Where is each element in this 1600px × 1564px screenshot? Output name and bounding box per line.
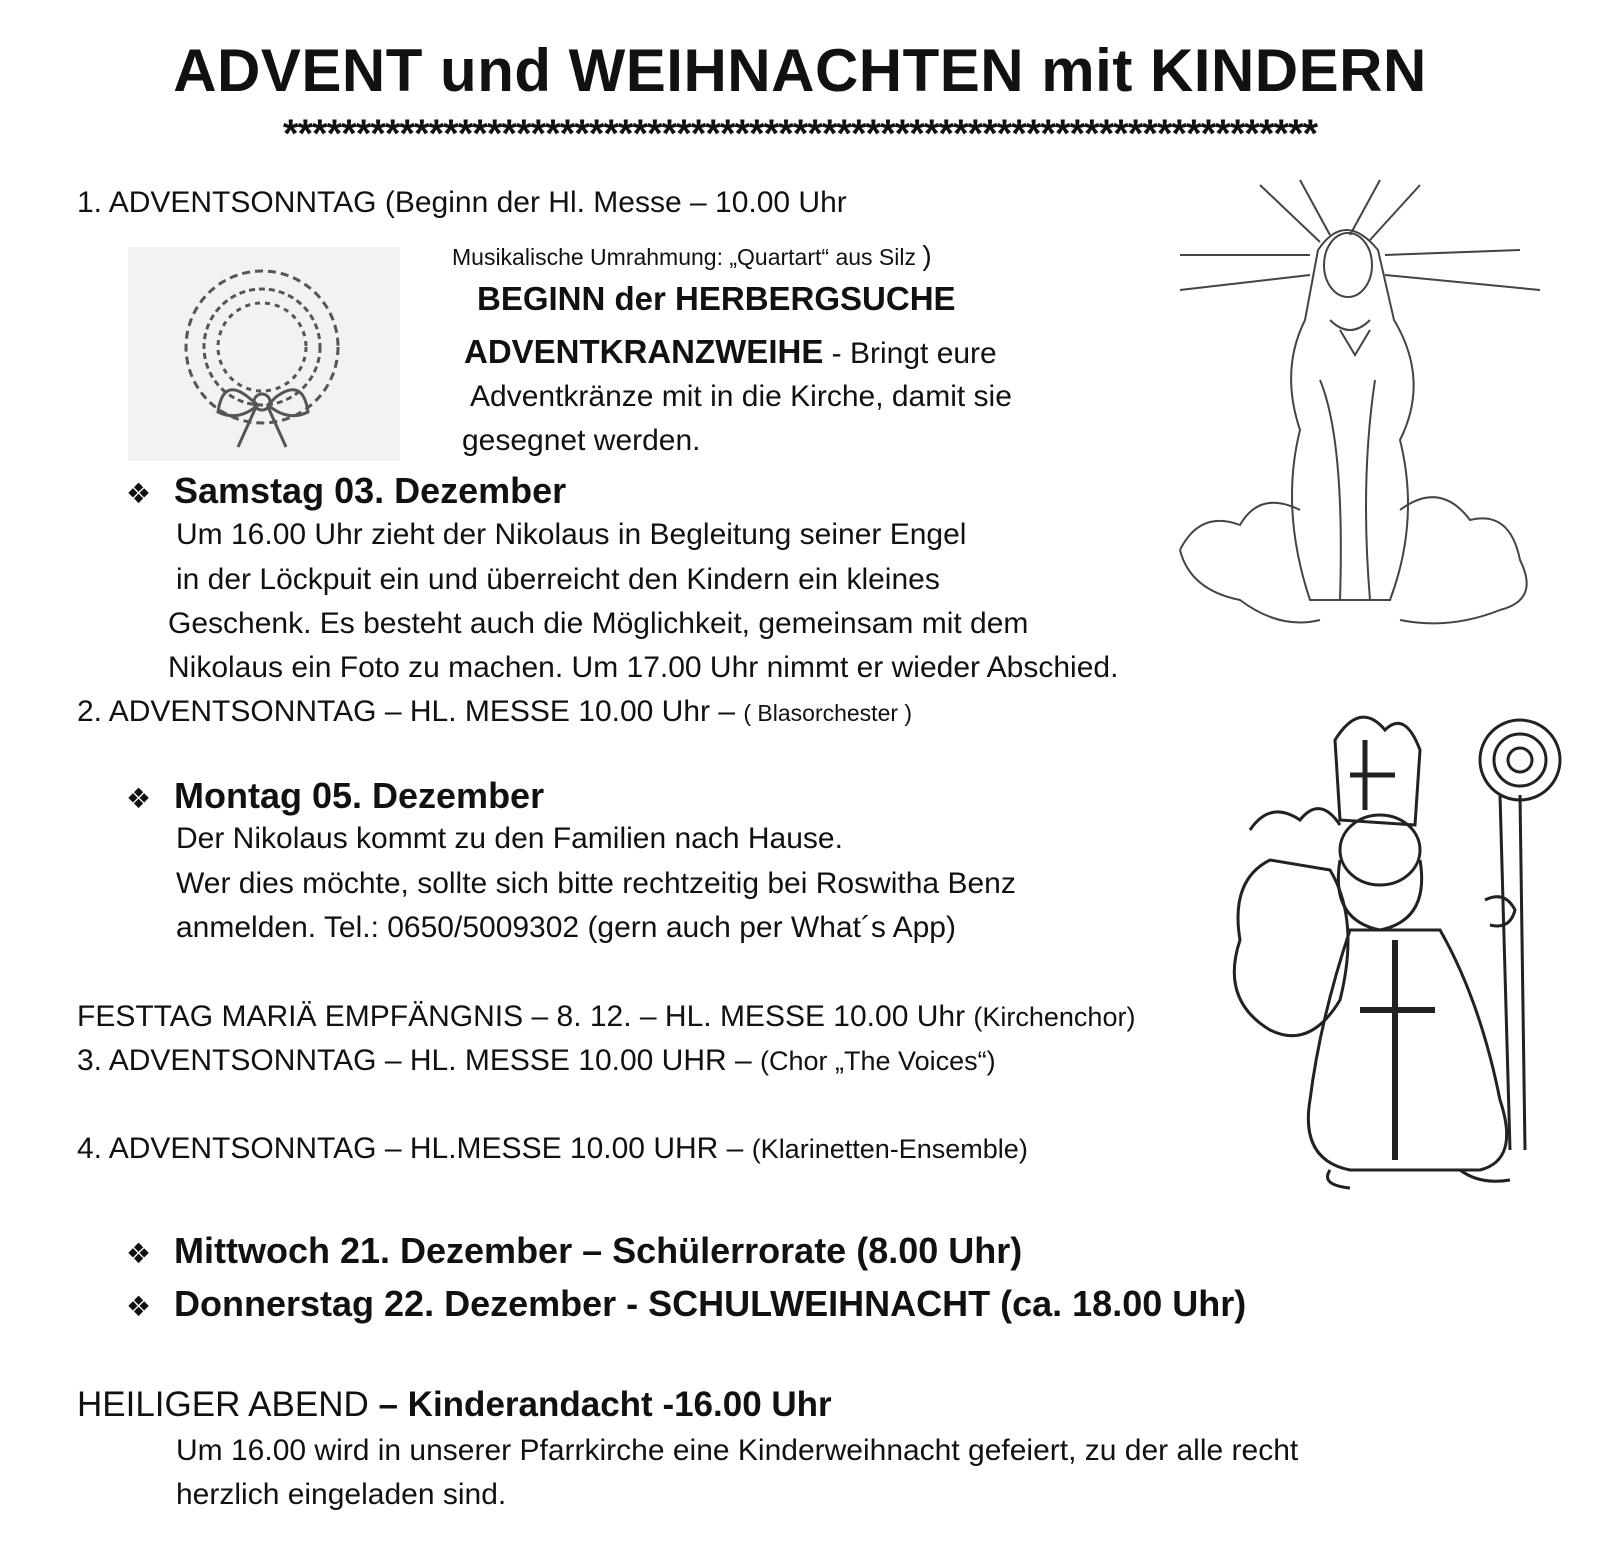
advent3-music: (Chor „The Voices“) xyxy=(760,1046,996,1076)
advent1-label: 1. ADVENTSONNTAG xyxy=(77,186,377,219)
advent2-detail: – HL. MESSE 10.00 Uhr – xyxy=(376,695,744,728)
mittwoch-heading: Mittwoch 21. Dezember – Schülerrorate (8.00 Uhr) xyxy=(174,1230,1023,1271)
bullet-icon: ❖ xyxy=(126,1291,152,1322)
mittwoch-row xyxy=(126,1230,1022,1272)
montag-heading: Montag 05. Dezember xyxy=(174,775,545,816)
heiliger-abend-line-1: Um 16.00 wird in unserer Pfarrkirche eine Kinderweihnacht gefeiert, zu der alle recht xyxy=(176,1434,1299,1467)
kranzweihe-line xyxy=(464,333,997,371)
advent2-line xyxy=(77,695,912,729)
heiliger-abend-line-2: herzlich eingeladen sind. xyxy=(176,1478,507,1511)
advent4-detail: – HL.MESSE 10.00 UHR – xyxy=(376,1132,752,1165)
advent4-music: (Klarinetten-Ensemble) xyxy=(751,1134,1028,1164)
advent-wreath-icon xyxy=(128,247,400,461)
advent1-line xyxy=(77,186,847,220)
samstag-line-1: Um 16.00 Uhr zieht der Nikolaus in Begleitung seiner Engel xyxy=(176,518,967,551)
festtag-label: FESTTAG MARIÄ EMPFÄNGNIS xyxy=(77,1000,524,1033)
montag-line-1: Der Nikolaus kommt zu den Familien nach Hause. xyxy=(176,822,843,855)
kranzweihe-text: - Bringt eure xyxy=(823,337,997,370)
advent4-line xyxy=(77,1132,1028,1166)
nikolaus-illustration-icon xyxy=(1230,700,1560,1190)
advent3-label: 3. ADVENTSONNTAG xyxy=(77,1044,377,1077)
samstag-line-2: in der Löckpuit ein und überreicht den Kindern ein kleines xyxy=(176,563,940,596)
heiliger-abend-label: HEILIGER ABEND xyxy=(77,1385,369,1424)
festtag-detail: – 8. 12. – HL. MESSE 10.00 Uhr xyxy=(523,1000,974,1033)
montag-line-2: Wer dies möchte, sollte sich bitte rechtzeitig bei Roswitha Benz xyxy=(176,867,1016,900)
samstag-heading-row xyxy=(126,470,566,512)
herbergsuche-heading: BEGINN der HERBERGSUCHE xyxy=(477,280,956,317)
advent3-line xyxy=(77,1044,996,1078)
donnerstag-heading: Donnerstag 22. Dezember - SCHULWEIHNACHT (ca. 18.00 Uhr) xyxy=(174,1283,1247,1324)
star-divider: *********************************************************************** xyxy=(282,112,1318,156)
page-title: ADVENT und WEIHNACHTEN mit KINDERN xyxy=(173,37,1427,104)
samstag-line-4: Nikolaus ein Foto zu machen. Um 17.00 Uhr nimmt er wieder Abschied. xyxy=(168,651,1119,684)
kranzweihe-heading: ADVENTKRANZWEIHE xyxy=(464,333,824,370)
samstag-heading: Samstag 03. Dezember xyxy=(174,470,567,511)
festtag-line xyxy=(77,1000,1135,1034)
samstag-line-3: Geschenk. Es besteht auch die Möglichkeit, gemeinsam mit dem xyxy=(168,607,1029,640)
advent4-label: 4. ADVENTSONNTAG xyxy=(77,1132,377,1165)
festtag-music: (Kirchenchor) xyxy=(973,1002,1136,1032)
advent1-music: Musikalische Umrahmung: „Quartart“ aus Silz ) xyxy=(452,240,932,271)
advent2-music: ( Blasorchester ) xyxy=(743,700,913,726)
kranzweihe-text-3: gesegnet werden. xyxy=(462,424,701,457)
montag-heading-row xyxy=(126,775,544,817)
donnerstag-row xyxy=(126,1283,1246,1325)
advent3-detail: – HL. MESSE 10.00 UHR – xyxy=(376,1044,761,1077)
bullet-icon: ❖ xyxy=(126,478,152,509)
bullet-icon: ❖ xyxy=(126,783,152,814)
heiliger-abend-detail: – Kinderandacht -16.00 Uhr xyxy=(368,1385,832,1424)
advent1-detail: (Beginn der Hl. Messe – 10.00 Uhr xyxy=(384,186,847,219)
montag-line-3: anmelden. Tel.: 0650/5009302 (gern auch per What´s App) xyxy=(176,911,956,944)
wreath-illustration-box xyxy=(128,247,400,461)
mary-illustration-icon xyxy=(1180,180,1540,640)
advent2-label: 2. ADVENTSONNTAG xyxy=(77,695,377,728)
heiliger-abend-row xyxy=(77,1385,832,1425)
bullet-icon: ❖ xyxy=(126,1238,152,1269)
kranzweihe-text-2: Adventkränze mit in die Kirche, damit sie xyxy=(470,380,1012,413)
